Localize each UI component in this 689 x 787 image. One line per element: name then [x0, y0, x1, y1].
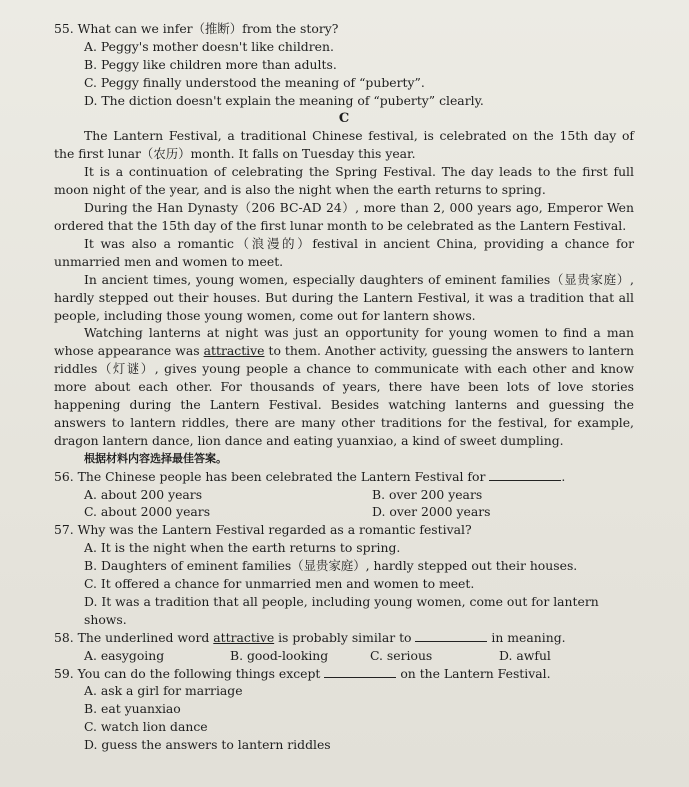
para6-after: to them. Another activity, guessing the answers to lantern riddles（灯谜）, gives young people a chance to communicate with each other and know more about each other. For thousands of years, there have been lots of love stories happening during the Lantern Festival. Besides watching lanterns and guessing the answers to lantern riddles, there are many other traditions for the festival, for example, dragon lantern dance, lion dance and eating yuanxiao, a kind of sweet dumpling. [54, 343, 634, 448]
exam-content [54, 20, 634, 754]
q55-option-a: A. Peggy's mother doesn't like children. [84, 38, 334, 54]
q59-option-b: B. eat yuanxiao [84, 701, 181, 717]
passage-paragraph-4: It was also a romantic（浪漫的）festival in ancient China, providing a chance for unmarried men and women to meet. [54, 235, 634, 269]
q58-underlined-word: attractive [213, 629, 275, 645]
q57-option-a: A. It is the night when the earth returns to spring. [84, 540, 401, 556]
q58-option-d: D. awful [499, 647, 551, 663]
q59-blank [324, 665, 396, 678]
q58-stem-before: 58. The underlined word [54, 629, 214, 645]
q55-stem: 55. What can we infer（推断）from the story? [54, 21, 339, 36]
underlined-word-attractive: attractive [203, 343, 265, 359]
q57-option-c: C. It offered a chance for unmarried men and women to meet. [84, 576, 475, 592]
q58-stem-after: in meaning. [491, 629, 566, 645]
q57-option-d-continued: shows. [84, 611, 127, 627]
q56-blank [489, 468, 561, 481]
instruction: 根据材料内容选择最佳答案。 [84, 451, 227, 465]
q57-option-d: D. It was a tradition that all people, including young women, come out for lantern [84, 593, 599, 609]
q59-option-d: D. guess the answers to lantern riddles [84, 737, 331, 753]
passage-paragraph-2: It is a continuation of celebrating the Spring Festival. The day leads to the first full moon night of the year, and is also the night when the earth returns to spring. [54, 164, 634, 198]
section-label: C [338, 110, 350, 126]
q55-option-d: D. The diction doesn't explain the meaning of “puberty” clearly. [84, 92, 484, 108]
q56-stem-end: . [561, 468, 566, 484]
q56-stem [54, 468, 634, 486]
q56-options-row-2 [54, 503, 634, 521]
q58-option-b: B. good-looking [230, 647, 329, 663]
q57-stem: 57. Why was the Lantern Festival regarded as a romantic festival? [54, 522, 472, 538]
q58-option-a: A. easygoing [84, 647, 165, 663]
q56-option-b: B. over 200 years [372, 486, 483, 502]
q59-stem [54, 665, 634, 683]
para6-before: Watching lanterns at night was just an opportunity for young women to find a man whose appearance was [54, 325, 634, 359]
q55-option-c: C. Peggy finally understood the meaning of “puberty”. [84, 74, 425, 90]
q57-option-b: B. Daughters of eminent families（显贵家庭）, hardly stepped out their houses. [84, 558, 578, 574]
q58-options-row [54, 647, 634, 665]
q58-stem [54, 629, 634, 647]
q58-blank [415, 629, 487, 642]
q58-option-c: C. serious [370, 647, 433, 663]
q59-option-a: A. ask a girl for marriage [84, 683, 243, 699]
q56-option-a: A. about 200 years [84, 486, 203, 502]
q56-option-d: D. over 2000 years [372, 504, 491, 520]
q56-options-row-1 [54, 486, 634, 504]
passage-paragraph-5: In ancient times, young women, especially daughters of eminent families（显贵家庭）, hardly stepped out their houses. But during the Lantern Festival, it was a tradition that all people, including those young women, come out for lantern shows. [54, 271, 634, 323]
q58-stem-mid: is probably similar to [274, 629, 412, 645]
q55-option-b: B. Peggy like children more than adults. [84, 56, 337, 72]
passage-paragraph-1: The Lantern Festival, a traditional Chinese festival, is celebrated on the 15th day of the first lunar（农历）month. It falls on Tuesday this year. [54, 128, 634, 162]
q59-stem-after: on the Lantern Festival. [400, 665, 551, 681]
q59-option-c: C. watch lion dance [84, 719, 208, 735]
q56-stem-text: 56. The Chinese people has been celebrated the Lantern Festival for [54, 468, 486, 484]
passage-paragraph-3: During the Han Dynasty（206 BC-AD 24）, more than 2, 000 years ago, Emperor Wen ordered that the 15th day of the first lunar month to be celebrated as the Lantern Festival. [54, 200, 634, 233]
q59-stem-before: 59. You can do the following things except [54, 665, 321, 681]
passage-paragraph-6 [54, 324, 634, 449]
q56-option-c: C. about 2000 years [84, 504, 211, 520]
